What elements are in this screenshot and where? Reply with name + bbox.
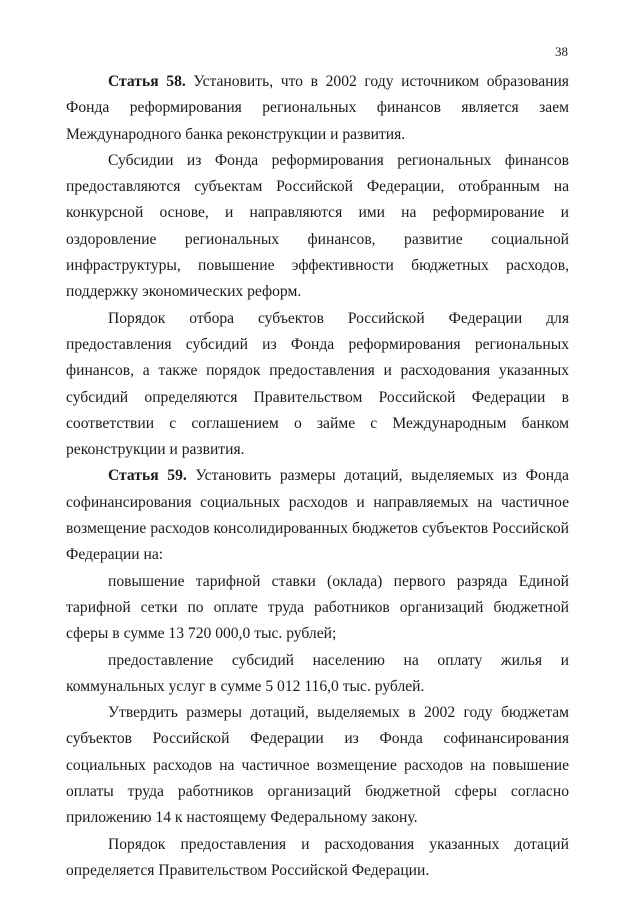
article-59-paragraph-5: Порядок предоставления и расходования указанных дотаций определяется Правительством Российской Федерации. [66, 835, 569, 879]
article-59-paragraph-4: Утвердить размеры дотаций, выделяемых в 2002 году бюджетам субъектов Российской Федерации из Фонда софинансирования социальных расходов на частичное возмещение расходов на повышение оплаты труда работников организаций бюджетной сферы согласно приложению 14 к настоящему Федеральному закону. [66, 704, 569, 827]
article-59-heading: Статья 59. [108, 467, 187, 485]
article-59-text-1: Установить размеры дотаций, выделяемых из Фонда софинансирования социальных расходов и направляемых на частичное возмещение расходов консолидированных бюджетов субъектов Российской Федерации на: [66, 467, 569, 564]
article-58-paragraph-3: Порядок отбора субъектов Российской Федерации для предоставления субсидий из Фонда реформирования региональных финансов, а также порядок предоставления и расходования указанных субсидий определяются Правительством Российской Федерации в соответствии с соглашением о займе с Международным банком реконструкции и развития. [66, 309, 569, 459]
page-number: 38 [555, 44, 568, 59]
article-59-paragraph-2: повышение тарифной ставки (оклада) первого разряда Единой тарифной сетки по оплате труда работников организаций бюджетной сферы в сумме 13 720 000,0 тыс. рублей; [66, 572, 569, 643]
article-59-paragraph-3: предоставление субсидий населению на оплату жилья и коммунальных услуг в сумме 5 012 116,0 тыс. рублей. [66, 651, 569, 695]
article-58-paragraph-1 [66, 69, 569, 148]
document-text [66, 69, 569, 884]
article-58-heading: Статья 58. [108, 73, 186, 90]
article-59-paragraph-1 [66, 463, 569, 568]
article-58-text-1: Установить, что в 2002 году источником образования Фонда реформирования региональных финансов является заем Международного банка реконструкции и развития. [66, 73, 569, 143]
article-58-paragraph-2: Субсидии из Фонда реформирования региональных финансов предоставляются субъектам Российской Федерации, отобранным на конкурсной основе, и направляются ими на реформирование и оздоровление региональных финансов, развитие социальной инфраструктуры, повышение эффективности бюджетных расходов, поддержку экономических реформ. [66, 151, 569, 301]
